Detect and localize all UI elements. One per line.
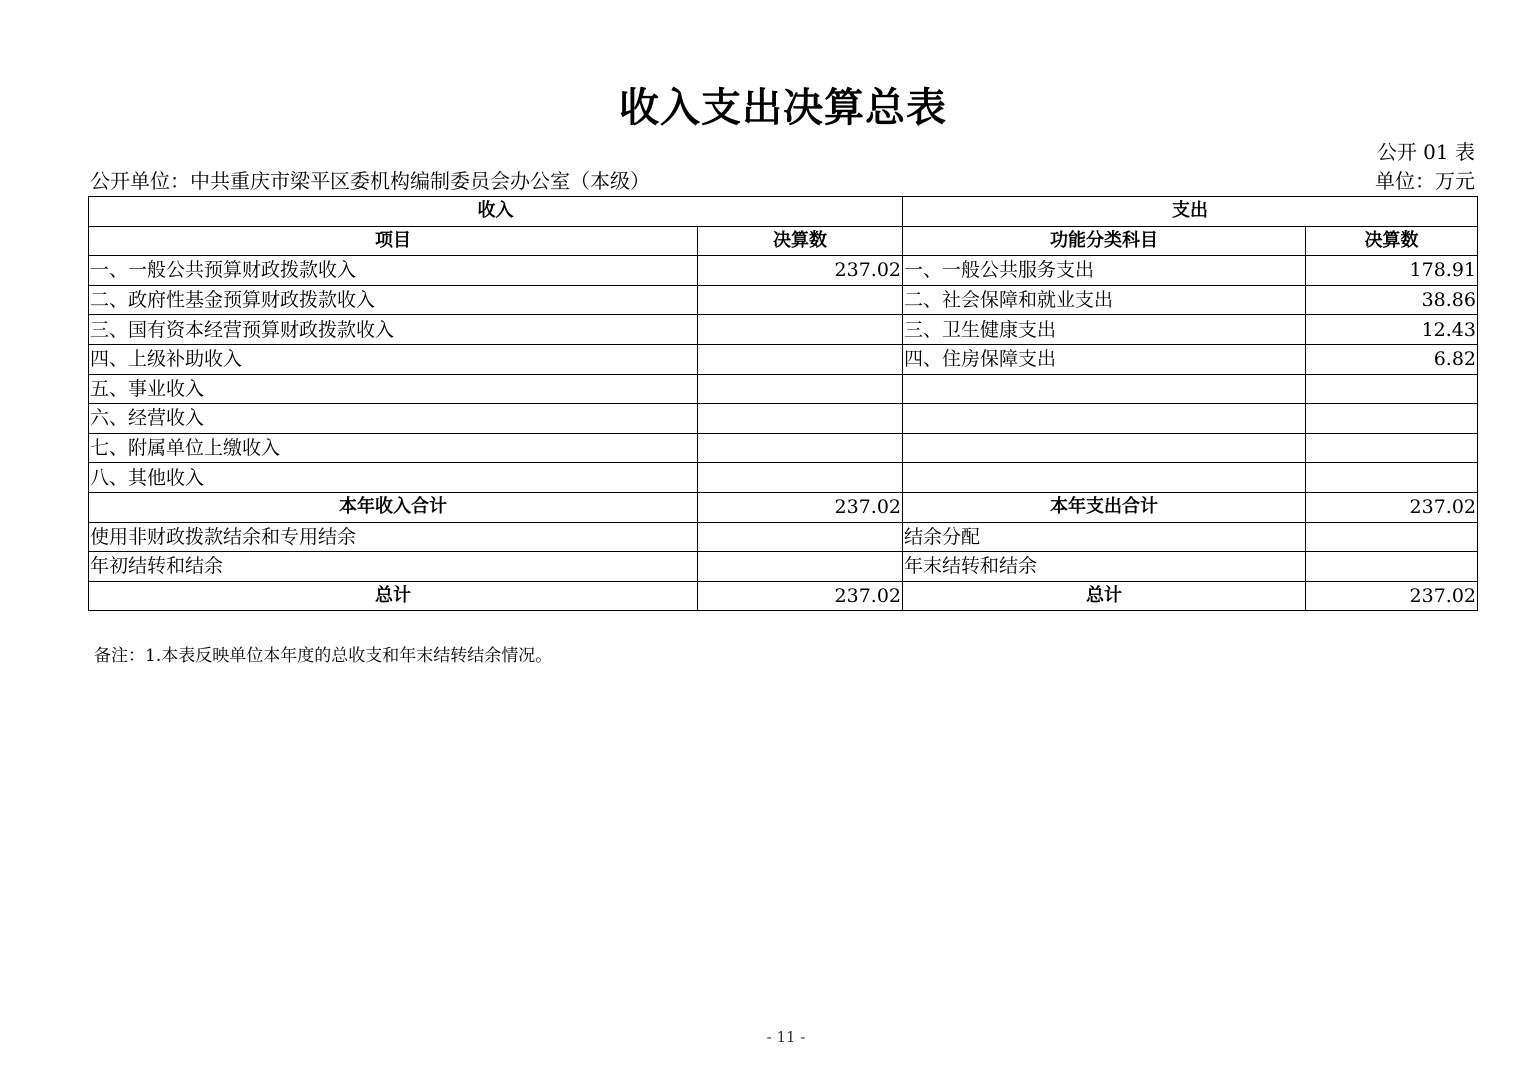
org-name: 公开单位：中共重庆市梁平区委机构编制委员会办公室（本级） — [90, 169, 650, 193]
year-expense-total-label: 本年支出合计 — [903, 492, 1306, 522]
expense-amount: 38.86 — [1306, 285, 1478, 315]
section-header-row — [89, 197, 1478, 227]
income-amount — [698, 285, 903, 315]
expense-amount — [1306, 552, 1478, 582]
amount-header-left: 决算数 — [698, 226, 903, 256]
expense-amount: 6.82 — [1306, 344, 1478, 374]
grand-total-row — [89, 581, 1478, 611]
page-number: - 11 - — [766, 1028, 806, 1046]
income-amount — [698, 552, 903, 582]
income-item: 三、国有资本经营预算财政拨款收入 — [89, 315, 698, 345]
income-item: 四、上级补助收入 — [89, 344, 698, 374]
expense-amount: 12.43 — [1306, 315, 1478, 345]
income-item: 年初结转和结余 — [89, 552, 698, 582]
income-amount — [698, 374, 903, 404]
income-amount — [698, 433, 903, 463]
income-expense-table — [88, 196, 1478, 611]
expense-item — [903, 374, 1306, 404]
income-item: 六、经营收入 — [89, 404, 698, 434]
table-number: 公开 01 表 — [1376, 140, 1475, 164]
expense-amount — [1306, 404, 1478, 434]
table-row — [89, 522, 1478, 552]
expense-item: 年末结转和结余 — [903, 552, 1306, 582]
table-row — [89, 463, 1478, 493]
income-amount — [698, 344, 903, 374]
income-item: 一、一般公共预算财政拨款收入 — [89, 256, 698, 286]
expense-item — [903, 404, 1306, 434]
table-row — [89, 256, 1478, 286]
income-amount — [698, 315, 903, 345]
income-item: 使用非财政拨款结余和专用结余 — [89, 522, 698, 552]
income-amount — [698, 463, 903, 493]
page-title: 收入支出决算总表 — [619, 84, 947, 131]
amount-header-right: 决算数 — [1306, 226, 1478, 256]
expense-amount — [1306, 433, 1478, 463]
grand-income-total-label: 总计 — [89, 581, 698, 611]
table-row — [89, 315, 1478, 345]
expense-item: 结余分配 — [903, 522, 1306, 552]
year-total-row — [89, 492, 1478, 522]
table-row — [89, 344, 1478, 374]
expense-header: 支出 — [903, 197, 1478, 227]
year-expense-total-amount: 237.02 — [1306, 492, 1478, 522]
expense-amount: 178.91 — [1306, 256, 1478, 286]
grand-expense-total-amount: 237.02 — [1306, 581, 1478, 611]
income-item: 五、事业收入 — [89, 374, 698, 404]
table-row — [89, 285, 1478, 315]
income-amount — [698, 404, 903, 434]
income-header: 收入 — [89, 197, 903, 227]
expense-item: 三、卫生健康支出 — [903, 315, 1306, 345]
table-row — [89, 433, 1478, 463]
expense-item — [903, 463, 1306, 493]
expense-item — [903, 433, 1306, 463]
year-income-total-label: 本年收入合计 — [89, 492, 698, 522]
grand-income-total-amount: 237.02 — [698, 581, 903, 611]
table-row — [89, 374, 1478, 404]
expense-amount — [1306, 374, 1478, 404]
income-amount: 237.02 — [698, 256, 903, 286]
column-header-row — [89, 226, 1478, 256]
income-item: 八、其他收入 — [89, 463, 698, 493]
expense-item: 一、一般公共服务支出 — [903, 256, 1306, 286]
category-header: 功能分类科目 — [903, 226, 1306, 256]
grand-expense-total-label: 总计 — [903, 581, 1306, 611]
income-amount — [698, 522, 903, 552]
expense-item: 四、住房保障支出 — [903, 344, 1306, 374]
year-income-total-amount: 237.02 — [698, 492, 903, 522]
expense-amount — [1306, 463, 1478, 493]
expense-item: 二、社会保障和就业支出 — [903, 285, 1306, 315]
table-note: 备注：1.本表反映单位本年度的总收支和年末结转结余情况。 — [94, 646, 553, 666]
item-header: 项目 — [89, 226, 698, 256]
table-row — [89, 552, 1478, 582]
currency-unit: 单位：万元 — [1375, 169, 1475, 193]
expense-amount — [1306, 522, 1478, 552]
income-item: 二、政府性基金预算财政拨款收入 — [89, 285, 698, 315]
income-item: 七、附属单位上缴收入 — [89, 433, 698, 463]
table-row — [89, 404, 1478, 434]
